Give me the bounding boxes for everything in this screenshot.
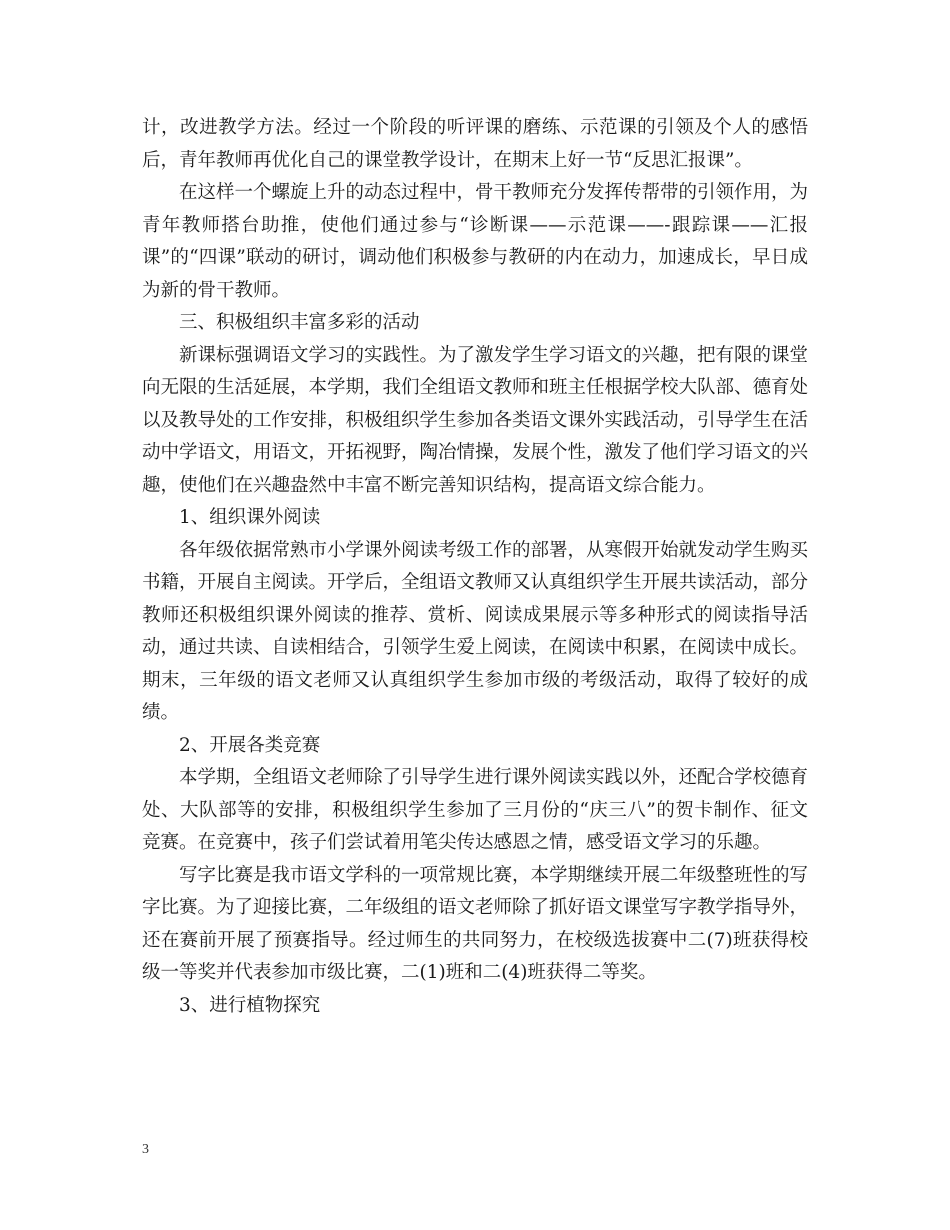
subsection-heading: 2、开展各类竞赛 bbox=[179, 734, 321, 756]
paragraph: 写字比赛是我市语文学科的一项常规比赛，本学期继续开展二年级整班性的写字比赛。为了迎接比赛，二年级组的语文老师除了抓好语文课堂写字教学指导外，还在赛前开展了预赛指导。经过师生的共同努力，在校级选拔赛中二(7)班获得校级一等奖并代表参加市级比赛，二(1)班和二(4)班获得二等奖。 bbox=[142, 864, 809, 983]
subsection-heading: 1、组织课外阅读 bbox=[179, 507, 321, 528]
page-number: 3 bbox=[142, 1142, 149, 1157]
subsection-heading: 3、进行植物探究 bbox=[179, 994, 321, 1016]
document-body bbox=[142, 112, 808, 1022]
paragraph: 本学期，全组语文老师除了引导学生进行课外阅读实践以外，还配合学校德育处、大队部等的安排，积极组织学生参加了三月份的“庆三八”的贺卡制作、征文竞赛。在竞赛中，孩子们尝试着用笔尖传达感恩之情，感受语文学习的乐趣。 bbox=[142, 767, 809, 853]
paragraph: 在这样一个螺旋上升的动态过程中，骨干教师充分发挥传帮带的引领作用，为青年教师搭台助推，使他们通过参与“诊断课——示范课——-跟踪课——汇报课”的“四课”联动的研讨，调动他们积极参与教研的内在动力，加速成长，早日成为新的骨干教师。 bbox=[142, 182, 809, 301]
paragraph-continuation: 计，改进教学方法。经过一个阶段的听评课的磨练、示范课的引领及个人的感悟后，青年教师再优化自己的课堂教学设计，在期末上好一节“反思汇报课”。 bbox=[142, 117, 808, 171]
section-heading: 三、积极组织丰富多彩的活动 bbox=[179, 312, 420, 333]
paragraph: 各年级依据常熟市小学课外阅读考级工作的部署，从寒假开始就发动学生购买书籍，开展自主阅读。开学后，全组语文教师又认真组织学生开展共读活动，部分教师还积极组织课外阅读的推荐、赏析、阅读成果展示等多种形式的阅读指导活动，通过共读、自读相结合，引领学生爱上阅读，在阅读中积累，在阅读中成长。期末，三年级的语文老师又认真组织学生参加市级的考级活动，取得了较好的成绩。 bbox=[142, 539, 809, 723]
paragraph: 新课标强调语文学习的实践性。为了激发学生学习语文的兴趣，把有限的课堂向无限的生活延展，本学期，我们全组语文教师和班主任根据学校大队部、德育处以及教导处的工作安排，积极组织学生参加各类语文课外实践活动，引导学生在活动中学语文，用语文，开拓视野，陶冶情操，发展个性，激发了他们学习语文的兴趣，使他们在兴趣盎然中丰富不断完善知识结构，提高语文综合能力。 bbox=[142, 344, 809, 496]
